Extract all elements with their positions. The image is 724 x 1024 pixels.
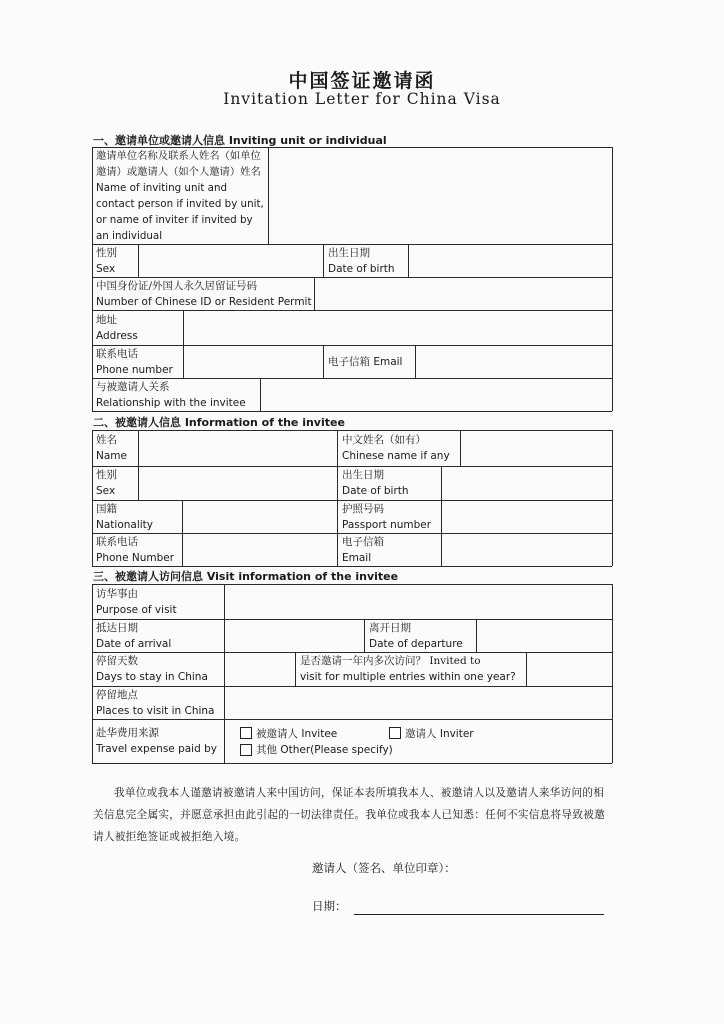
invitee-sex-field[interactable] — [139, 467, 336, 499]
invitee-sex-label: 性别 Sex — [96, 469, 117, 497]
invitee-nationality-label: 国籍 Nationality — [96, 503, 154, 531]
invitee-email-label: 电子信箱 Email — [342, 536, 384, 564]
inviter-address-label: 地址 Address — [96, 314, 138, 342]
expense-inviter-checkbox[interactable] — [389, 727, 401, 739]
invitee-nationality-field[interactable] — [183, 501, 336, 532]
inviter-dob-field[interactable] — [409, 245, 611, 276]
inviter-name-label: 邀请单位名称及联系人姓名（如单位邀请）或邀请人（如个人邀请）姓名 Name of inviting unit and contact person if invited by unit, or name of inviter if invited by an individual — [96, 150, 264, 242]
departure-field[interactable] — [477, 620, 611, 651]
section2-heading: 二、被邀请人信息 Information of the invitee — [93, 416, 345, 429]
expense-inviter-option: 邀请人 Inviter — [405, 728, 474, 740]
invitee-dob-label: 出生日期 Date of birth — [342, 469, 409, 497]
departure-label: 离开日期 Date of departure — [369, 622, 463, 650]
expense-invitee-checkbox[interactable] — [240, 727, 252, 739]
days-label: 停留天数 Days to stay in China — [96, 655, 208, 683]
invitee-chinese-name-label: 中文姓名（如有） Chinese name if any — [342, 434, 450, 462]
multi-entry-label: 是否邀请一年内多次访问？ Invited to visit for multiple entries within one year? — [300, 655, 516, 683]
inviter-id-label: 中国身份证/外国人永久居留证号码 Number of Chinese ID or Resident Permit — [96, 280, 312, 308]
places-field[interactable] — [225, 687, 611, 718]
places-label: 停留地点 Places to visit in China — [96, 689, 215, 717]
relationship-label: 与被邀请人关系 Relationship with the invitee — [96, 381, 246, 409]
inviter-phone-field[interactable] — [184, 346, 322, 377]
invitee-email-field[interactable] — [442, 534, 611, 565]
inviter-email-label: 电子信箱 Email — [328, 356, 403, 368]
expense-label: 赴华费用来源 Travel expense paid by — [96, 727, 217, 755]
inviter-sex-field[interactable] — [139, 245, 322, 276]
invitee-phone-label: 联系电话 Phone Number — [96, 536, 175, 564]
invitee-passport-label: 护照号码 Passport number — [342, 503, 432, 531]
declaration-text: 我单位或我本人谨邀请被邀请人来中国访问，保证本表所填我本人、被邀请人以及邀请人来华访问的相关信息完全属实，并愿意承担由此引起的一切法律责任。我单位或我本人已知悉：任何不实信息将导致被邀请人被拒绝签证或被拒绝入境。 — [93, 787, 606, 843]
expense-invitee-option: 被邀请人 Invitee — [256, 728, 338, 740]
section1-heading: 一、邀请单位或邀请人信息 Inviting unit or individual — [93, 134, 387, 147]
invitee-passport-field[interactable] — [442, 501, 611, 532]
signature-field[interactable] — [474, 856, 614, 878]
inviter-phone-label: 联系电话 Phone number — [96, 348, 173, 376]
purpose-field[interactable] — [225, 585, 611, 618]
inviter-name-field[interactable] — [269, 148, 611, 243]
invitee-phone-field[interactable] — [183, 534, 336, 565]
purpose-label: 访华事由 Purpose of visit — [96, 588, 177, 616]
title-chinese: 中国签证邀请函 — [288, 70, 436, 92]
arrival-label: 抵达日期 Date of arrival — [96, 622, 172, 650]
arrival-field[interactable] — [225, 620, 363, 651]
inviter-email-field[interactable] — [416, 346, 611, 377]
title-english: Invitation Letter for China Visa — [223, 90, 501, 108]
invitee-name-field[interactable] — [139, 431, 336, 465]
signature-label: 邀请人（签名、单位印章）： — [312, 861, 456, 875]
expense-other-checkbox[interactable] — [240, 744, 252, 756]
inviter-address-field[interactable] — [184, 311, 611, 344]
inviter-sex-label: 性别 Sex — [96, 247, 117, 275]
invitee-dob-field[interactable] — [442, 467, 611, 499]
date-label: 日期： — [312, 899, 347, 913]
date-line[interactable] — [354, 914, 604, 915]
inviter-dob-label: 出生日期 Date of birth — [328, 247, 395, 275]
days-field[interactable] — [225, 653, 294, 685]
section3-heading: 三、被邀请人访问信息 Visit information of the invitee — [93, 570, 399, 583]
invitee-chinese-name-field[interactable] — [461, 431, 611, 465]
inviter-id-field[interactable] — [315, 278, 611, 309]
multi-entry-field[interactable] — [527, 653, 611, 685]
invitee-name-label: 姓名 Name — [96, 434, 127, 462]
relationship-field[interactable] — [261, 379, 611, 410]
expense-other-option: 其他 Other(Please specify) — [256, 744, 393, 756]
